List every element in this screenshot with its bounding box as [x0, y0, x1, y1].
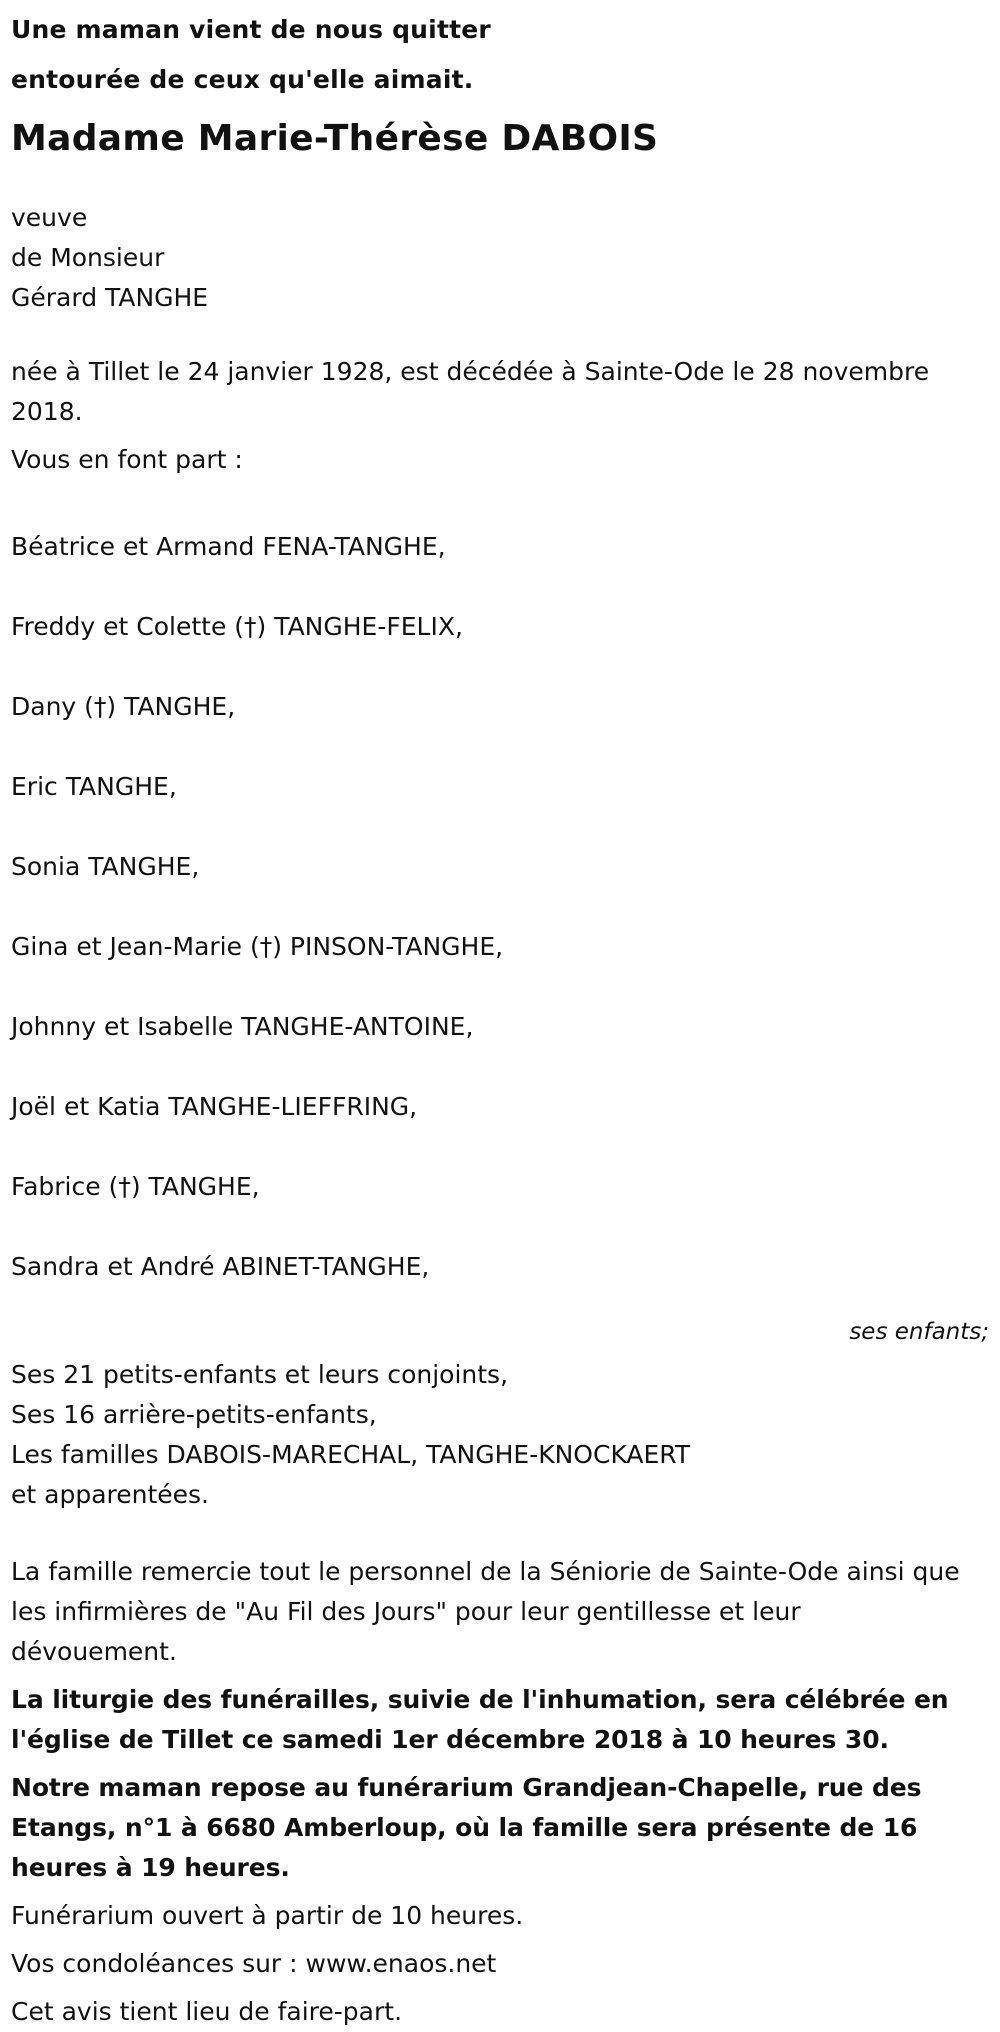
funeral-text: La liturgie des funérailles, suivie de l'inhumation, sera célébrée en l'église de Tillet ce samedi 1er décembre 2018 à 10 heures 30. — [11, 1685, 949, 1754]
condolences-text: Vos condoléances sur : www.enaos.net — [11, 1949, 497, 1978]
resting-place-text: Notre maman repose au funérarium Grandjean-Chapelle, rue des Etangs, n°1 à 6680 Amberloup, où la famille sera présente de 16 heures à 19 heures. — [11, 1773, 922, 1882]
children-list — [11, 487, 1000, 1327]
list-item: Joël et Katia TANGHE-LIEFFRING, — [11, 1092, 418, 1121]
birth-death-text: née à Tillet le 24 janvier 1928, est décédée à Sainte-Ode le 28 novembre 2018. — [11, 357, 930, 426]
list-item: Gina et Jean-Marie (†) PINSON-TANGHE, — [11, 932, 504, 961]
list-item: Freddy et Colette (†) TANGHE-FELIX, — [11, 612, 463, 641]
intro-line-1: Une maman vient de nous quitter — [11, 15, 491, 44]
announcement-text: Vous en font part : — [11, 445, 243, 474]
intro-line-2: entourée de ceux qu'elle aimait. — [11, 65, 474, 94]
list-item: Béatrice et Armand FENA-TANGHE, — [11, 532, 446, 561]
list-item: Eric TANGHE, — [11, 772, 177, 801]
thanks-text: La famille remercie tout le personnel de la Séniorie de Sainte-Ode ainsi que les infirmières de "Au Fil des Jours" pour leur gentillesse et leur dévouement. — [11, 1557, 960, 1666]
extended-family: Ses 21 petits-enfants et leurs conjoints, Ses 16 arrière-petits-enfants, Les familles DABOIS-MARECHAL, TANGHE-KNOCKAERT et apparentées. — [11, 1360, 691, 1509]
children-role-row — [11, 1319, 1000, 1353]
children-role: ses enfants; — [849, 1319, 989, 1345]
deceased-name: Madame Marie-Thérèse DABOIS — [11, 118, 659, 159]
list-item: Dany (†) TANGHE, — [11, 692, 236, 721]
widow-of: veuve de Monsieur Gérard TANGHE — [11, 203, 209, 312]
opening-hours-text: Funérarium ouvert à partir de 10 heures. — [11, 1901, 524, 1930]
list-item: Sandra et André ABINET-TANGHE, — [11, 1252, 430, 1281]
list-item: Sonia TANGHE, — [11, 852, 200, 881]
closing-text: Cet avis tient lieu de faire-part. — [11, 1997, 403, 2026]
list-item: Johnny et Isabelle TANGHE-ANTOINE, — [11, 1012, 474, 1041]
list-item: Fabrice (†) TANGHE, — [11, 1172, 260, 1201]
